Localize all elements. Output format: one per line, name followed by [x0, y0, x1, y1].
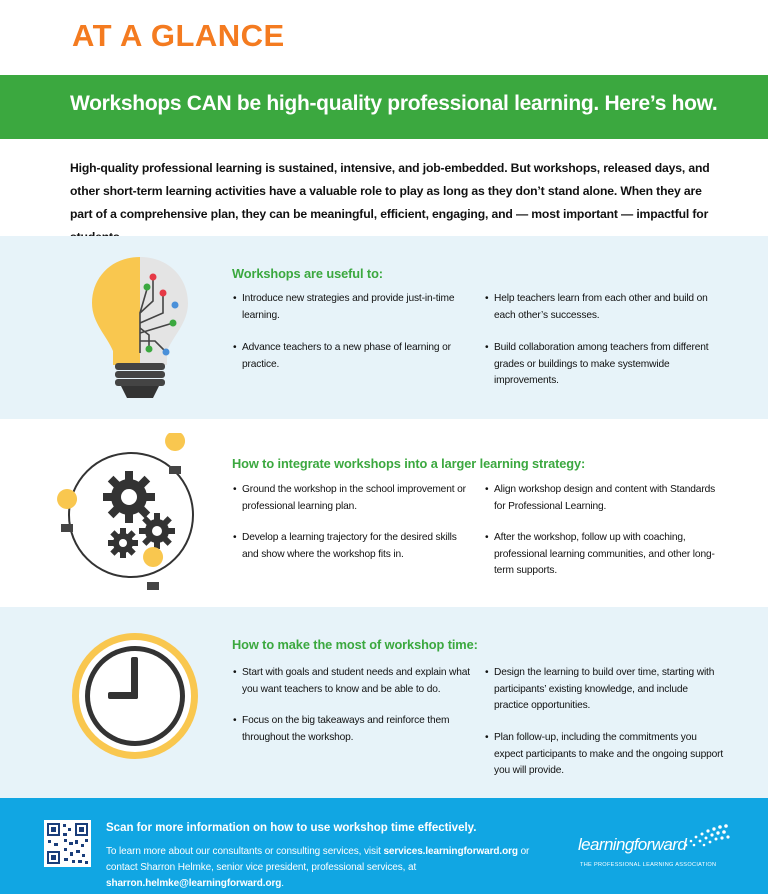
bullet-item: • Start with goals and student needs and explain what you want teachers to know and be able to do.: [233, 667, 470, 695]
bullet-item: • Design the learning to build over time, starting with participants’ existing knowledge, and include practice opportunities.: [485, 667, 715, 711]
headline-text: Workshops CAN be high-quality professional learning. Here’s how.: [70, 92, 718, 115]
section-heading: How to integrate workshops into a larger learning strategy:: [232, 456, 586, 471]
bullet-item: • Help teachers learn from each other and build on each other’s successes.: [485, 293, 708, 321]
bullet-item: • Plan follow-up, including the commitments you expect participants to make and the ongoing support you will provide.: [485, 732, 724, 776]
bullet-item: • Develop a learning trajectory for the desired skills and show where the workshop fits in.: [233, 532, 457, 560]
bullet-item: • Ground the workshop in the school improvement or professional learning plan.: [233, 484, 466, 512]
bullet-item: • Align workshop design and content with Standards for Professional Learning.: [485, 484, 716, 512]
bullet-item: • After the workshop, follow up with coaching, professional learning communities, and other long-term supports.: [485, 532, 715, 576]
bullet-item: • Advance teachers to a new phase of learning or practice.: [233, 342, 451, 370]
page-title: AT A GLANCE: [72, 18, 285, 53]
qr-code-icon[interactable]: [44, 820, 91, 867]
intro-paragraph: High-quality professional learning is sustained, intensive, and job-embedded. But workshops, released days, and other short-term learning activities have a valuable role to play as long as they don’t stand alone. When they are part of a comprehensive plan, they can be meaningful, efficient, engaging, and — most important — impactful for: [70, 161, 710, 221]
logo-name: learningforward: [578, 835, 687, 854]
lightbulb-circuit-icon: [85, 253, 195, 403]
section-most-of-time: [0, 607, 768, 798]
logo-dots-icon: [682, 823, 730, 849]
bullet-item: • Build collaboration among teachers from different grades or buildings to make systemwide improvements.: [485, 342, 709, 386]
footer-body: To learn more about our consultants or consulting services, visit services.learningforward.org or contact Sharron Helmke, senior vice president, professional services, at sharron.helmke@learningforward.org.: [106, 846, 530, 889]
headline-banner: [0, 75, 768, 139]
bullet-item: • Introduce new strategies and provide just-in-time learning.: [233, 293, 455, 321]
bullet-item: • Focus on the big takeaways and reinforce them throughout the workshop.: [233, 715, 450, 743]
section-useful: [0, 236, 768, 419]
section-heading: How to make the most of workshop time:: [232, 637, 478, 652]
services-link[interactable]: services.learningforward.org: [383, 846, 518, 857]
learningforward-logo: [578, 823, 728, 875]
footer: [0, 798, 768, 894]
logo-tagline: THE PROFESSIONAL LEARNING ASSOCIATION: [580, 862, 717, 868]
section-heading: Workshops are useful to:: [232, 266, 383, 281]
gears-cycle-icon: [55, 433, 200, 593]
section-integrate: [0, 419, 768, 607]
clock-icon: [70, 631, 200, 761]
footer-heading: Scan for more information on how to use workshop time effectively.: [106, 822, 477, 834]
email-link[interactable]: sharron.helmke@learningforward.org: [106, 878, 282, 889]
